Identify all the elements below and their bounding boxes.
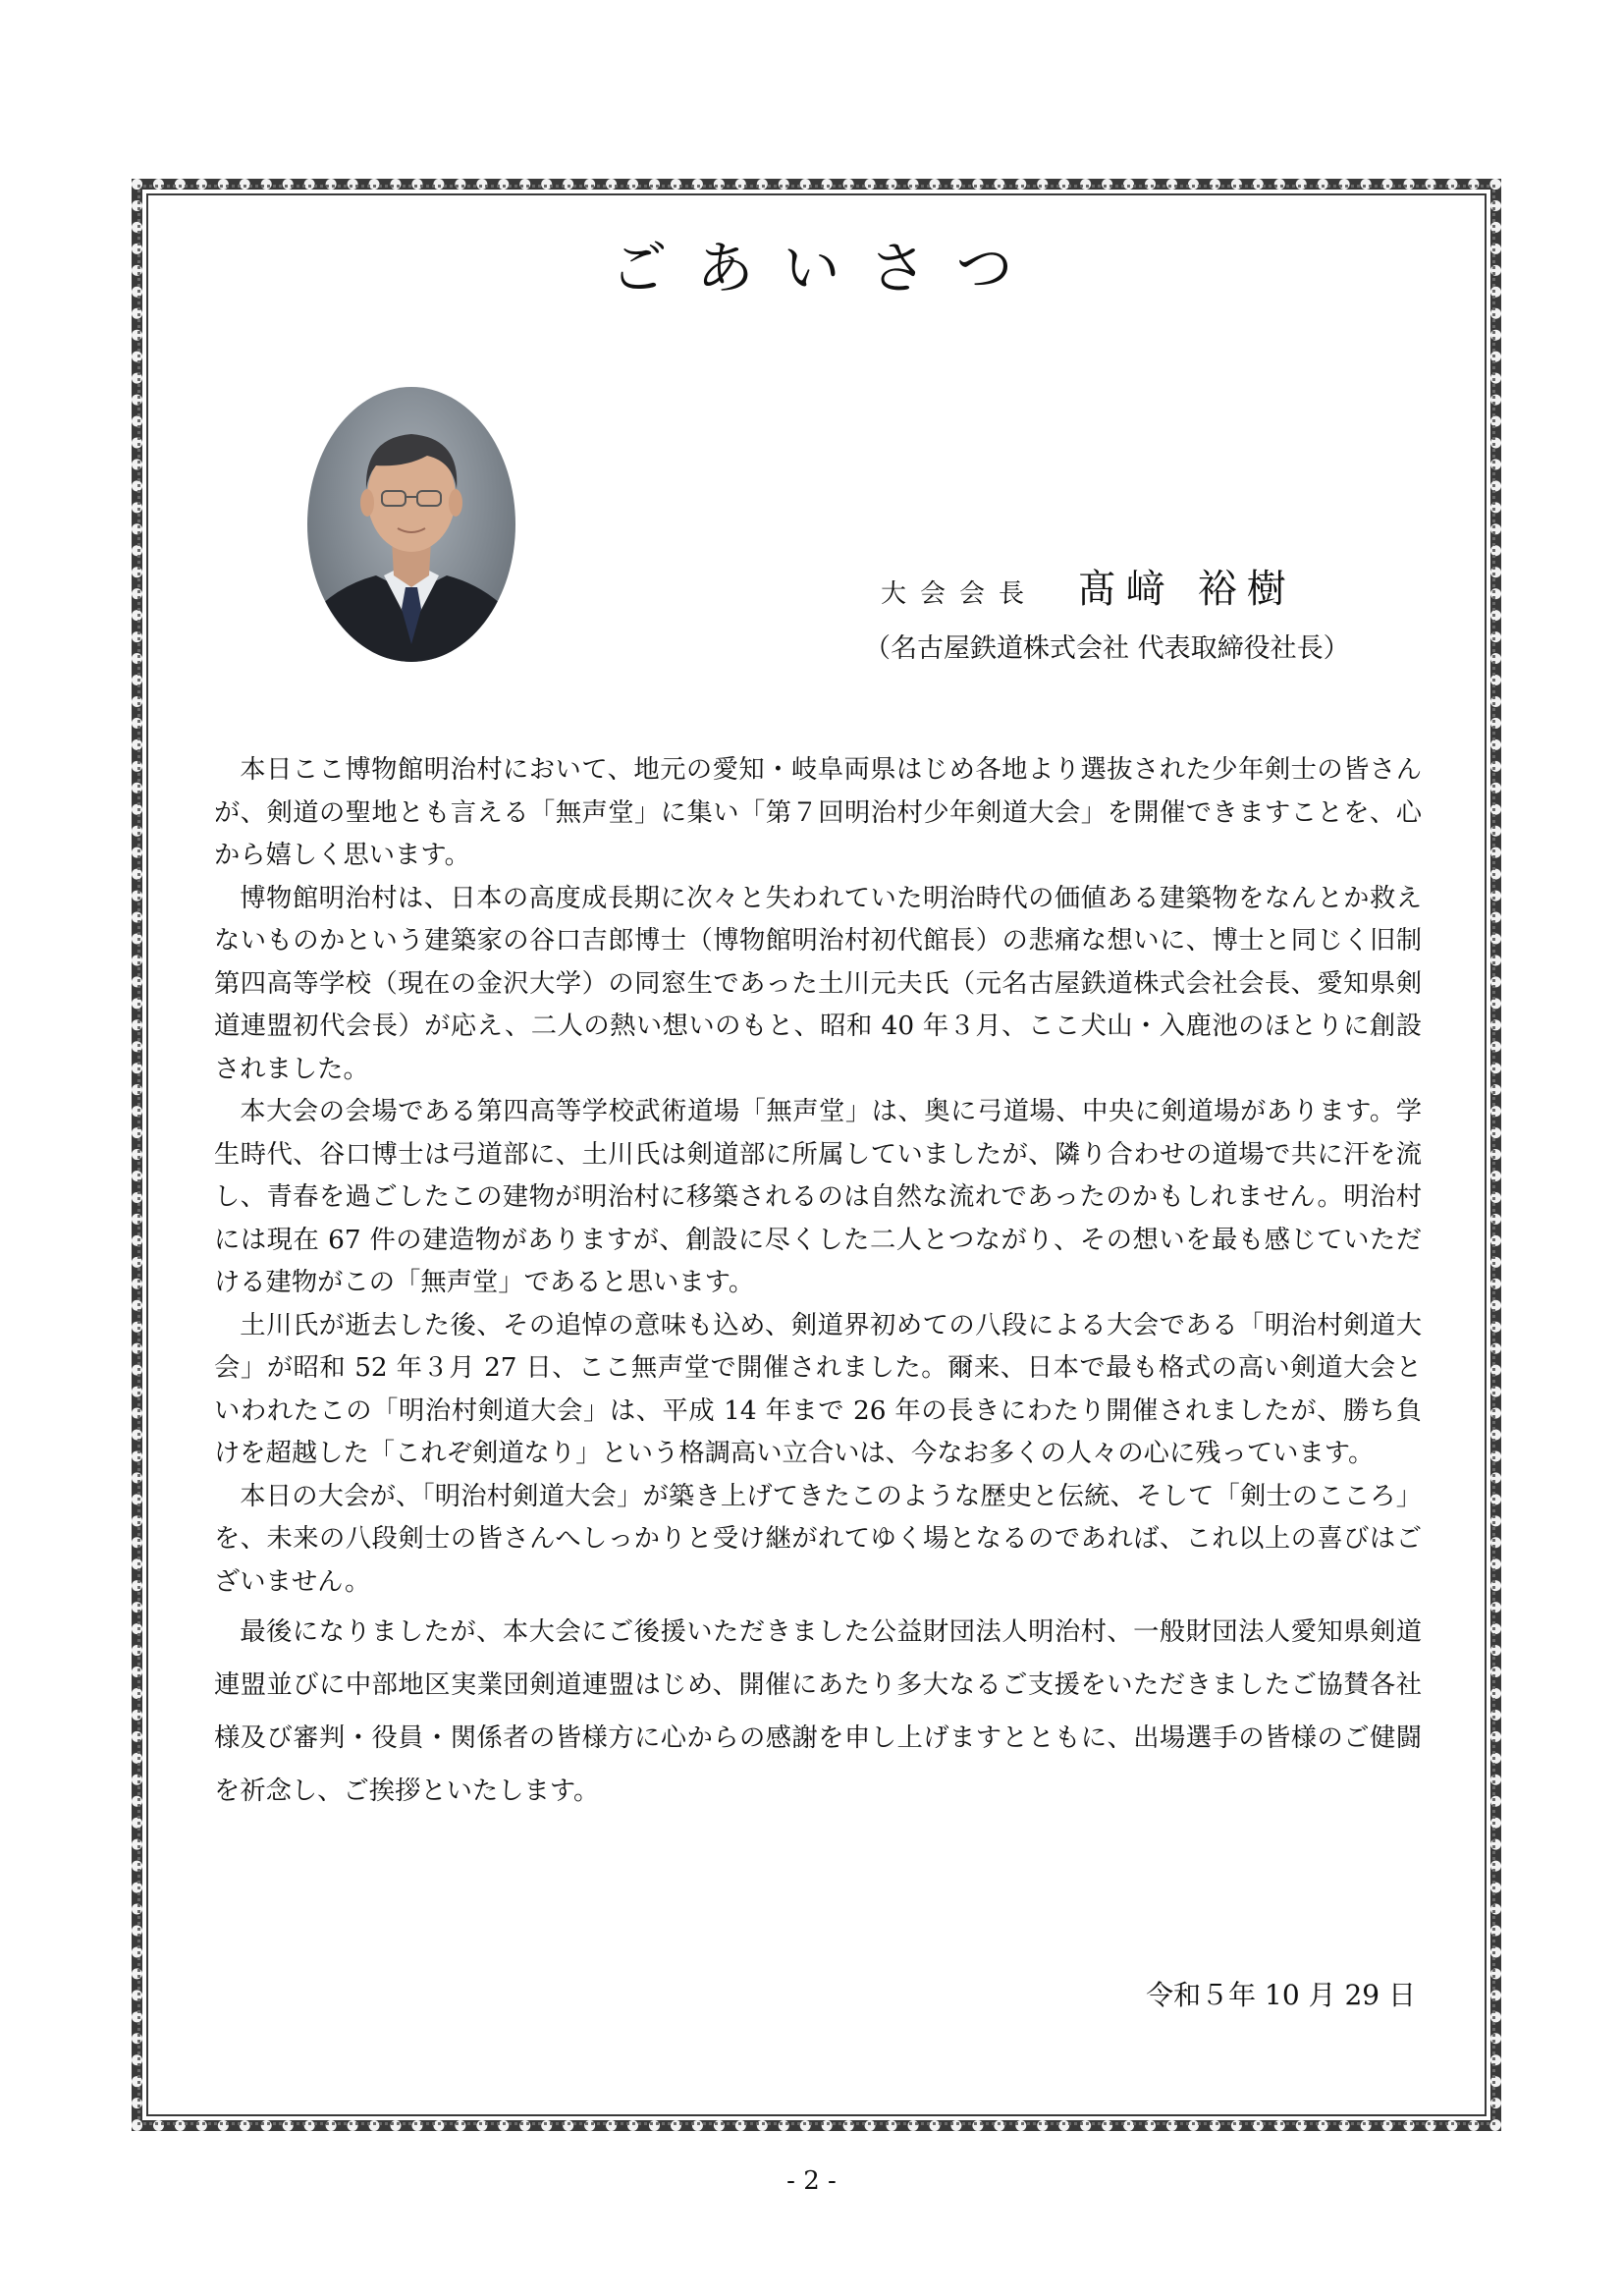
- page-number: - 2 -: [786, 2166, 837, 2196]
- author-heading: [881, 558, 1296, 612]
- paragraph: 博物館明治村は、日本の高度成長期に次々と失われていた明治時代の価値ある建築物をなんとか救えないものかという建築家の谷口吉郎博士（博物館明治村初代館長）の悲痛な想いに、博士と同じく旧制第四高等学校（現在の金沢大学）の同窓生であった土川元夫氏（元名古屋鉄道株式会社会長、愛知県剣道連盟初代会長）が応え、二人の熱い想いのもと、昭和 40 年３月、ここ犬山・入鹿池のほとりに創設されました。: [214, 883, 1422, 1084]
- author-portrait: [307, 387, 515, 662]
- author-role: 大会会長: [881, 579, 1039, 609]
- paragraph: 土川氏が逝去した後、その追悼の意味も込め、剣道界初めての八段による大会である「明治村剣道大会」が昭和 52 年３月 27 日、ここ無声堂で開催されました。爾来、日本で最も格式の高い剣道大会といわれたこの「明治村剣道大会」は、平成 14 年まで 26 年の長きにわたり開催されましたが、勝ち負けを超越した「これぞ剣道なり」という格調高い立合いは、今なお多くの人々の心に残っています。: [214, 1310, 1422, 1468]
- paragraph: 本日の大会が、「明治村剣道大会」が築き上げてきたこのような歴史と伝統、そして「剣士のこころ」を、未来の八段剣士の皆さんへしっかりと受け継がれてゆく場となるのであれば、これ以上の喜びはございません。: [214, 1481, 1422, 1597]
- paragraph: 最後になりましたが、本大会にご後援いただきました公益財団法人明治村、一般財団法人愛知県剣道連盟並びに中部地区実業団剣道連盟はじめ、開催にあたり多大なるご支援をいただきましたご協賛各社様及び審判・役員・関係者の皆様方に心からの感謝を申し上げますとともに、出場選手の皆様のご健闘を祈念し、ご挨拶といたします。: [214, 1617, 1422, 1806]
- author-name: 髙﨑 裕樹: [1077, 567, 1296, 612]
- paragraph: 本大会の会場である第四高等学校武術道場「無声堂」は、奥に弓道場、中央に剣道場があります。学生時代、谷口博士は弓道部に、土川氏は剣道部に所属していましたが、隣り合わせの道場で共に汗を流し、青春を過ごしたこの建物が明治村に移築されるのは自然な流れであったのかもしれません。明治村には現在 67 件の建造物がありますが、創設に尽くした二人とつながり、その想いを最も感じていただける建物がこの「無声堂」であると思います。: [214, 1097, 1422, 1297]
- date: 令和５年 10 月 29 日: [1146, 1979, 1416, 2011]
- paragraph: 本日ここ博物館明治村において、地元の愛知・岐阜両県はじめ各地より選抜された少年剣士の皆さんが、剣道の聖地とも言える「無声堂」に集い「第７回明治村少年剣道大会」を開催できますことを、心から嬉しく思います。: [214, 755, 1422, 870]
- greeting-body: [214, 749, 1422, 1818]
- page-title: ごあいさつ: [610, 235, 1043, 301]
- author-affiliation: （名古屋鉄道株式会社 代表取締役社長）: [864, 633, 1350, 664]
